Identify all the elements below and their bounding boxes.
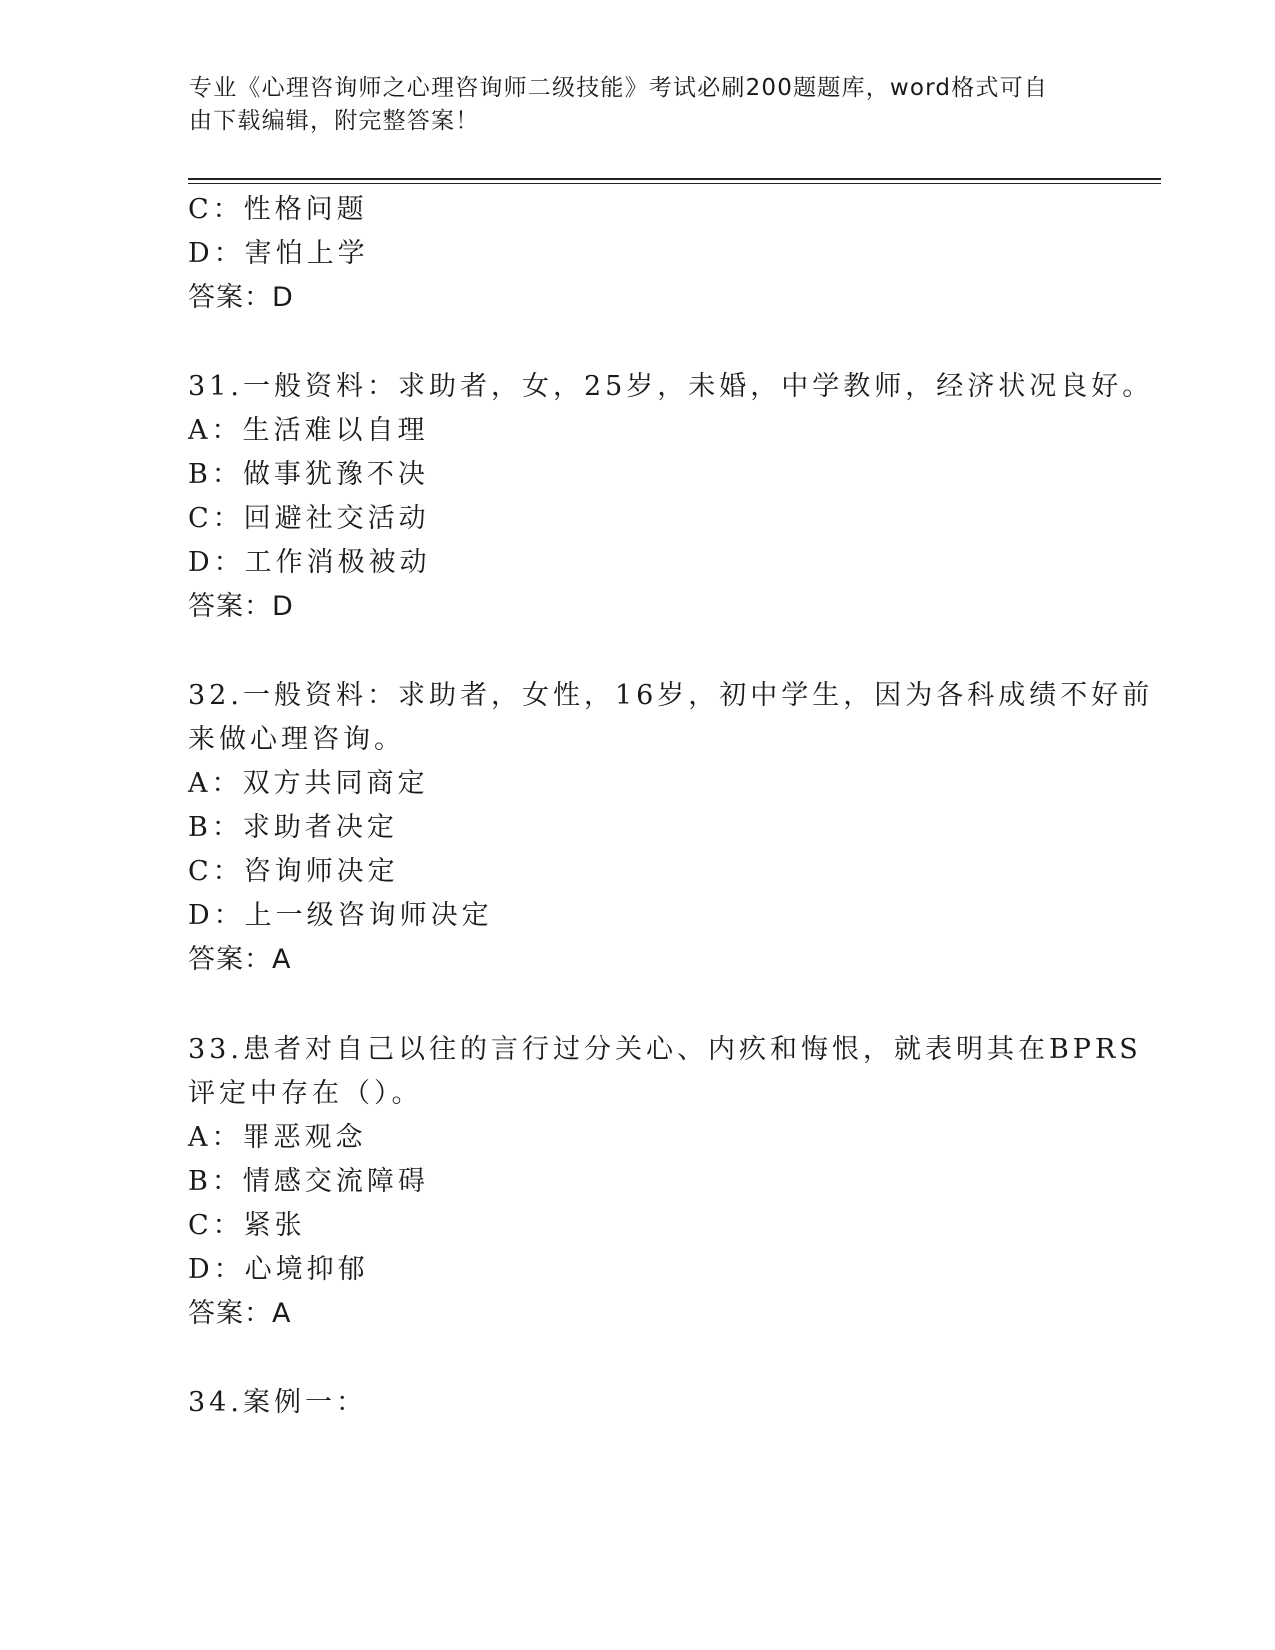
q31-stem: 31.一般资料：求助者，女，25岁，未婚，中学教师，经济状况良好。 [188, 371, 1154, 402]
header-title-line-1: 专业《心理咨询师之心理咨询师二级技能》考试必刷200题题库，word格式可自 [189, 75, 1049, 101]
q30-answer: 答案：D [188, 282, 294, 313]
q31-option-b: B：做事犹豫不决 [188, 459, 429, 490]
q33-option-a: A：罪恶观念 [188, 1122, 367, 1153]
q32-answer: 答案：A [188, 944, 292, 975]
q30-option-c: C：性格问题 [188, 194, 368, 225]
header-title-line-2: 由下载编辑，附完整答案！ [189, 108, 480, 134]
q32-option-b: B：求助者决定 [188, 812, 398, 843]
q33-stem-line-2: 评定中存在（）。 [188, 1078, 423, 1109]
q30-option-d: D：害怕上学 [188, 238, 369, 269]
q33-option-b: B：情感交流障碍 [188, 1166, 429, 1197]
q32-option-d: D：上一级咨询师决定 [188, 900, 493, 931]
q32-option-c: C：咨询师决定 [188, 856, 399, 887]
document-header [189, 72, 1069, 138]
q31-option-c: C：回避社交活动 [188, 503, 430, 534]
q32-option-a: A：双方共同商定 [188, 768, 429, 799]
q32-stem-line-2: 来做心理咨询。 [188, 724, 405, 755]
q33-option-c: C：紧张 [188, 1210, 306, 1241]
q31-option-d: D：工作消极被动 [188, 547, 431, 578]
header-divider-thick [188, 178, 1161, 180]
q31-answer: 答案：D [188, 591, 294, 622]
q33-stem-line-1: 33.患者对自己以往的言行过分关心、内疚和悔恨，就表明其在BPRS [188, 1034, 1142, 1065]
q33-option-d: D：心境抑郁 [188, 1254, 369, 1285]
q31-option-a: A：生活难以自理 [188, 415, 429, 446]
q32-stem-line-1: 32.一般资料：求助者，女性，16岁，初中学生，因为各科成绩不好前 [188, 680, 1154, 711]
q34-stem: 34.案例一： [188, 1387, 367, 1418]
header-divider-thin [188, 183, 1161, 184]
q33-answer: 答案：A [188, 1298, 292, 1329]
